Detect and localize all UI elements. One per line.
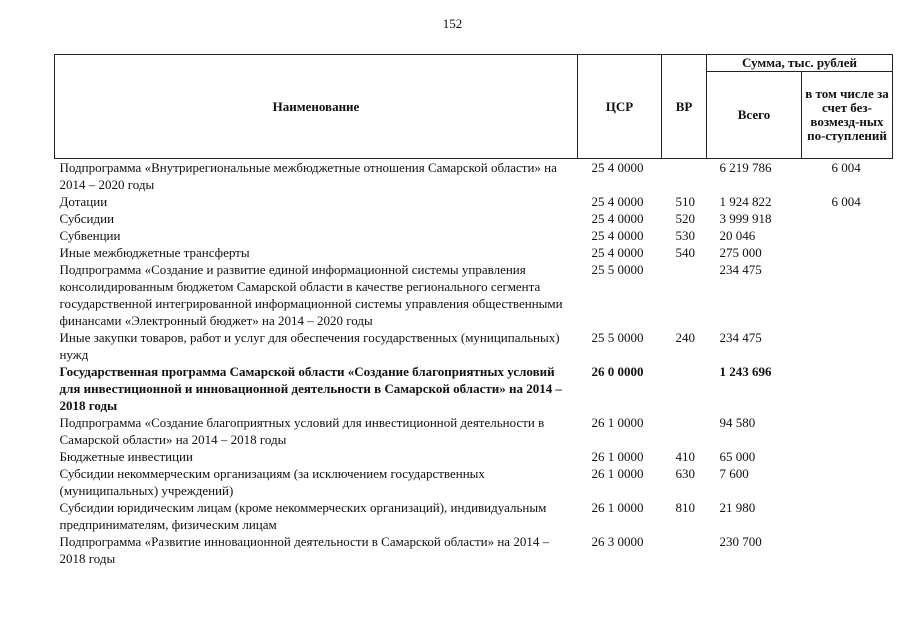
row-csr: 25 4 0000 [591,160,644,175]
row-total: 65 000 [719,449,756,464]
row-csr: 25 4 0000 [591,211,644,226]
row-total: 6 219 786 [719,160,772,175]
row-name: Дотации [59,194,108,209]
table-row [55,227,893,244]
row-name: Подпрограмма «Внутрирегиональные межбюджетные отношения Самарской области» на 2014 – 2020 годы [59,160,557,192]
row-vr [662,159,707,194]
row-csr: 25 5 0000 [591,330,644,345]
row-total: 21 980 [719,500,756,515]
row-name: Субсидии юридическим лицам (кроме некоммерческих организаций), индивидуальным предпринимателям, физическим лицам [59,500,547,532]
row-vr: 520 [675,211,695,226]
row-free-receipts [802,210,893,227]
row-vr: 410 [675,449,695,464]
row-name: Иные межбюджетные трансферты [59,245,250,260]
table-row [55,465,893,499]
row-total: 275 000 [719,245,762,260]
table-row [55,533,893,567]
row-csr: 25 4 0000 [591,245,644,260]
row-vr: 240 [675,330,695,345]
table-row [55,363,893,414]
row-free-receipts: 6 004 [831,194,861,209]
row-free-receipts [802,227,893,244]
row-csr: 26 3 0000 [591,534,644,549]
row-total: 94 580 [719,415,756,430]
row-free-receipts [802,363,893,414]
row-total: 234 475 [719,262,762,277]
row-total: 7 600 [719,466,749,481]
table-body [55,159,893,568]
budget-table [54,54,893,567]
row-vr: 630 [675,466,695,481]
header-sum-group: Сумма, тыс. рублей [707,55,893,72]
table-header [55,55,893,159]
row-vr [662,533,707,567]
header-csr: ЦСР [578,55,662,159]
header-name: Наименование [55,55,578,159]
row-csr: 25 4 0000 [591,228,644,243]
row-free-receipts [802,244,893,261]
row-name: Подпрограмма «Создание благоприятных условий для инвестиционной деятельности в Самарской области» на 2014 – 2018 годы [59,415,545,447]
table-row [55,244,893,261]
row-name: Бюджетные инвестиции [59,449,193,464]
row-csr: 26 1 0000 [591,466,644,481]
row-name: Субсидии [59,211,115,226]
table-row [55,448,893,465]
row-free-receipts [802,448,893,465]
table-row [55,159,893,194]
page-number: 152 [442,16,463,31]
row-free-receipts [802,465,893,499]
row-csr: 26 1 0000 [591,449,644,464]
header-total: Всего [707,72,802,159]
row-free-receipts [802,261,893,329]
row-total: 1 924 822 [719,194,772,209]
row-vr [662,261,707,329]
row-vr: 810 [675,500,695,515]
table-row [55,499,893,533]
row-total: 1 243 696 [719,364,772,379]
row-vr [662,363,707,414]
row-name: Субвенции [59,228,121,243]
row-free-receipts: 6 004 [831,160,861,175]
row-name: Подпрограмма «Создание и развитие единой информационной системы управления консолидированным бюджетом Самарской области в качестве регионального сегмента государственной интегрированной информационной системы управления общественными финансами «Электронный бюджет» на 2014 – 2020 годы [59,262,563,328]
row-free-receipts [802,329,893,363]
row-vr: 510 [675,194,695,209]
row-csr: 26 1 0000 [591,500,644,515]
row-free-receipts [802,533,893,567]
row-csr: 26 1 0000 [591,415,644,430]
row-csr: 25 4 0000 [591,194,644,209]
row-total: 20 046 [719,228,756,243]
row-total: 234 475 [719,330,762,345]
row-csr: 25 5 0000 [591,262,644,277]
header-vr: ВР [662,55,707,159]
row-vr [662,414,707,448]
row-free-receipts [802,499,893,533]
row-name: Субсидии некоммерческим организациям (за исключением государственных (муниципальных) учреждений) [59,466,485,498]
table-row [55,193,893,210]
table-row [55,414,893,448]
row-total: 3 999 918 [719,211,772,226]
row-name: Государственная программа Самарской области «Создание благоприятных условий для инвестиционной и инновационной деятельности в Самарской области» на 2014 – 2018 годы [59,364,562,413]
row-total: 230 700 [719,534,762,549]
row-vr: 530 [675,228,695,243]
table-row [55,210,893,227]
row-csr: 26 0 0000 [591,364,644,379]
row-vr: 540 [675,245,695,260]
row-name: Иные закупки товаров, работ и услуг для обеспечения государственных (муниципальных) нужд [59,330,560,362]
table-row [55,329,893,363]
row-name: Подпрограмма «Развитие инновационной деятельности в Самарской области» на 2014 – 2018 годы [59,534,550,566]
row-free-receipts [802,414,893,448]
table-row [55,261,893,329]
header-free-receipts: в том числе за счет без-возмезд-ных по-ступлений [802,72,893,159]
